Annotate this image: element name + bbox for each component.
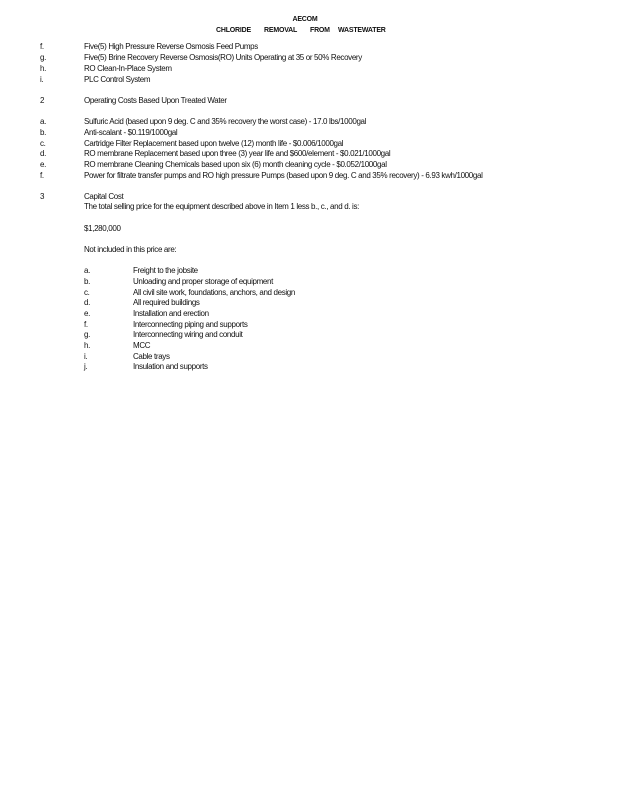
item-label: d. [40, 149, 46, 158]
item-label: c. [84, 288, 90, 297]
item-label: a. [84, 266, 90, 275]
item-text: MCC [133, 341, 151, 350]
item-label: d. [84, 298, 90, 307]
header-title-word: REMOVAL [264, 27, 298, 34]
item-text: Unloading and proper storage of equipment [133, 277, 273, 286]
item-label: f. [40, 171, 44, 180]
item-text: RO membrane Cleaning Chemicals based upon six (6) month cleaning cycle - $0.052/1000gal [84, 160, 387, 169]
item-text: RO Clean-In-Place System [84, 64, 172, 73]
item-text: Insulation and supports [133, 362, 208, 371]
item-label: g. [40, 53, 46, 62]
item-text: Cartridge Filter Replacement based upon twelve (12) month life - $0.006/1000gal [84, 139, 344, 148]
item-label: h. [84, 341, 90, 350]
not-included-heading: Not included in this price are: [84, 245, 177, 254]
item-label: h. [40, 64, 46, 73]
item-text: Anti-scalant - $0.119/1000gal [84, 128, 178, 137]
header-title-word: WASTEWATER [338, 27, 386, 34]
section-title: Capital Cost [84, 192, 124, 201]
intro-text: The total selling price for the equipment described above in Item 1 less b., c., and d. is: [84, 202, 359, 211]
item-text: Five(5) High Pressure Reverse Osmosis Feed Pumps [84, 42, 258, 51]
item-label: b. [84, 277, 90, 286]
item-label: i. [40, 75, 44, 84]
header-title-word: FROM [310, 27, 330, 34]
item-text: Interconnecting wiring and conduit [133, 330, 243, 339]
item-text: Freight to the jobsite [133, 266, 198, 275]
section-number: 3 [40, 192, 45, 201]
section-title: Operating Costs Based Upon Treated Water [84, 96, 227, 105]
item-label: a. [40, 117, 46, 126]
item-text: Cable trays [133, 352, 170, 361]
item-text: Power for filtrate transfer pumps and RO high pressure Pumps (based upon 9 deg. C and 35% recovery) - 6.93 kwh/1000gal [84, 171, 483, 180]
item-text: RO membrane Replacement based upon three (3) year life and $600/element - $0.021/1000gal [84, 149, 391, 158]
item-label: f. [40, 42, 44, 51]
item-label: e. [40, 160, 46, 169]
capital-price: $1,280,000 [84, 224, 121, 233]
item-text: All civil site work, foundations, anchors, and design [133, 288, 295, 297]
item-text: PLC Control System [84, 75, 151, 84]
item-text: Installation and erection [133, 309, 209, 318]
item-label: g. [84, 330, 90, 339]
item-text: All required buildings [133, 298, 200, 307]
item-text: Five(5) Brine Recovery Reverse Osmosis(RO) Units Operating at 35 or 50% Recovery [84, 53, 362, 62]
item-label: b. [40, 128, 46, 137]
item-label: j. [84, 362, 88, 371]
header-title-word: CHLORIDE [216, 27, 251, 34]
item-text: Sulfuric Acid (based upon 9 deg. C and 35% recovery the worst case) - 17.0 lbs/1000gal [84, 117, 367, 126]
item-text: Interconnecting piping and supports [133, 320, 248, 329]
item-label: e. [84, 309, 90, 318]
item-label: i. [84, 352, 88, 361]
section-number: 2 [40, 96, 45, 105]
item-label: f. [84, 320, 88, 329]
header-org: AECOM [292, 16, 318, 23]
item-label: c. [40, 139, 46, 148]
